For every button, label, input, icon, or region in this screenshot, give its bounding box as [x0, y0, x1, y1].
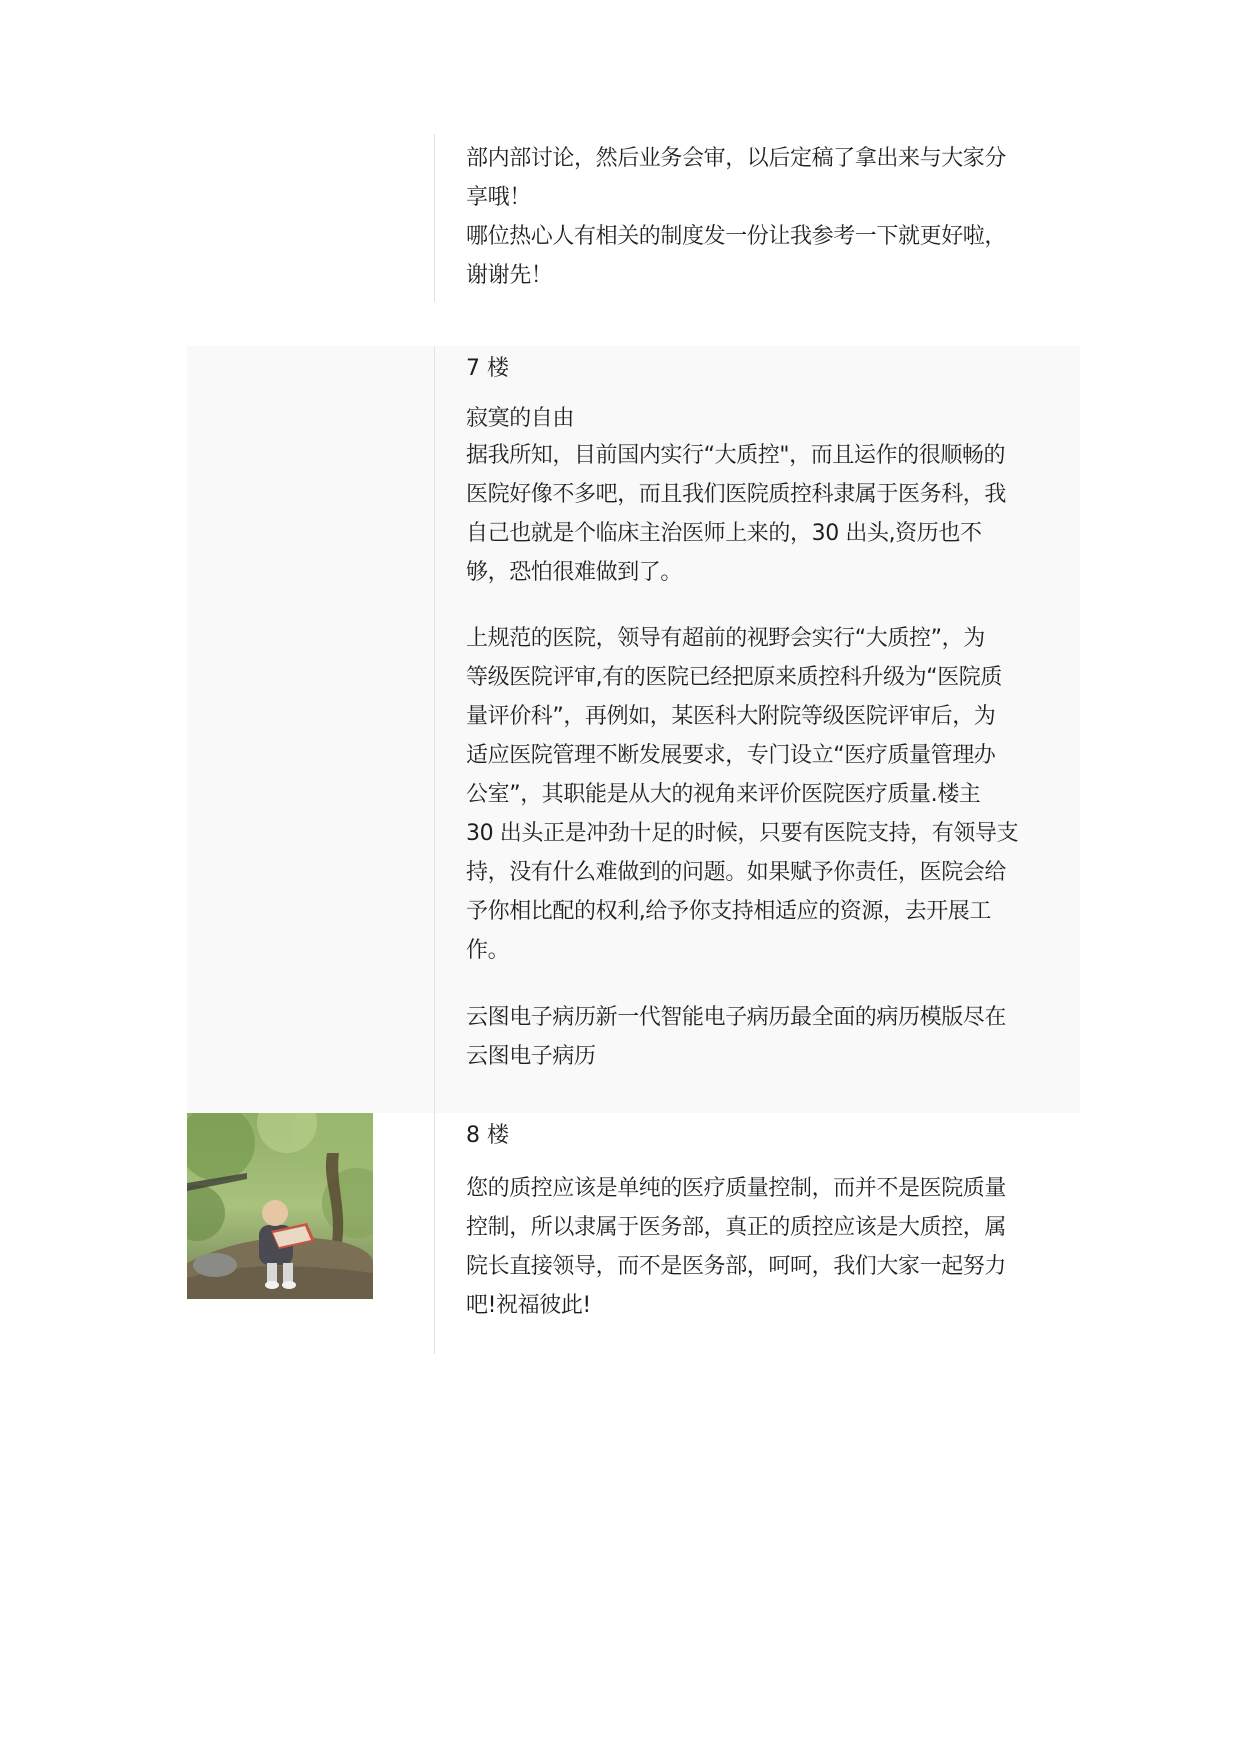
post-6 — [187, 134, 1080, 302]
post-7-line: 作。 — [466, 938, 510, 963]
post-7-line: 量评价科”，再例如，某医科大附院等级医院评审后，为 — [466, 704, 996, 729]
post-7-line: 自己也就是个临床主治医师上来的，30 出头,资历也不 — [466, 521, 982, 546]
author-name: 寂寞的自由 — [466, 406, 575, 431]
post-7-line: 公室”，其职能是从大的视角来评价医院医疗质量.楼主 — [466, 782, 981, 807]
floor-number: 8 楼 — [466, 1123, 509, 1148]
post-8-line: 院长直接领导，而不是医务部，呵呵，我们大家一起努力 — [466, 1254, 1007, 1279]
post-8-line: 控制，所以隶属于医务部，真正的质控应该是大质控，属 — [466, 1215, 1007, 1240]
signature-line: 云图电子病历 — [466, 1044, 596, 1069]
post-7-content — [434, 346, 1080, 1113]
post-7-line: 30 出头正是冲劲十足的时候，只要有医院支持，有领导支 — [466, 821, 1019, 846]
post-8-body — [466, 1169, 1052, 1325]
post-7-signature — [466, 998, 1052, 1076]
signature-line: 云图电子病历新一代智能电子病历最全面的病历模版尽在 — [466, 1005, 1007, 1030]
post-8-line: 您的质控应该是单纯的医疗质量控制，而并不是医院质量 — [466, 1176, 1007, 1201]
post-6-line: 部内部讨论，然后业务会审，以后定稿了拿出来与大家分 — [466, 146, 1007, 171]
post-6-body — [466, 139, 1052, 295]
post-7-line: 适应医院管理不断发展要求，专门设立“医疗质量管理办 — [466, 743, 996, 768]
post-7-line: 持，没有什么难做到的问题。如果赋予你责任，医院会给 — [466, 860, 1007, 885]
post-7-quote — [466, 619, 1052, 970]
post-6-line: 享哦！ — [466, 185, 531, 210]
post-7-body — [466, 402, 1052, 592]
post-8-line: 吧!祝福彼此! — [466, 1293, 591, 1318]
post-8-avatar-column — [187, 1113, 434, 1354]
floor-number: 7 楼 — [466, 356, 509, 381]
post-7 — [187, 346, 1080, 1113]
post-7-line: 上规范的医院，领导有超前的视野会实行“大质控”，为 — [466, 626, 985, 651]
post-6-avatar-column — [187, 134, 434, 302]
avatar[interactable] — [187, 1113, 373, 1299]
post-7-line: 够，恐怕很难做到了。 — [466, 560, 683, 585]
post-7-line: 医院好像不多吧，而且我们医院质控科隶属于医务科，我 — [466, 482, 1007, 507]
post-8-content — [434, 1113, 1080, 1354]
post-8 — [187, 1113, 1080, 1354]
post-7-avatar-column — [187, 346, 434, 1113]
post-6-line: 谢谢先！ — [466, 263, 553, 288]
post-7-line: 据我所知，目前国内实行“大质控"，而且运作的很顺畅的 — [466, 443, 1006, 468]
avatar-photo-icon — [187, 1113, 373, 1299]
post-6-content — [434, 134, 1080, 302]
post-6-line: 哪位热心人有相关的制度发一份让我参考一下就更好啦， — [466, 224, 1007, 249]
post-7-line: 予你相比配的权利,给予你支持相适应的资源，去开展工 — [466, 899, 991, 924]
post-7-line: 等级医院评审,有的医院已经把原来质控科升级为“医院质 — [466, 665, 1002, 690]
